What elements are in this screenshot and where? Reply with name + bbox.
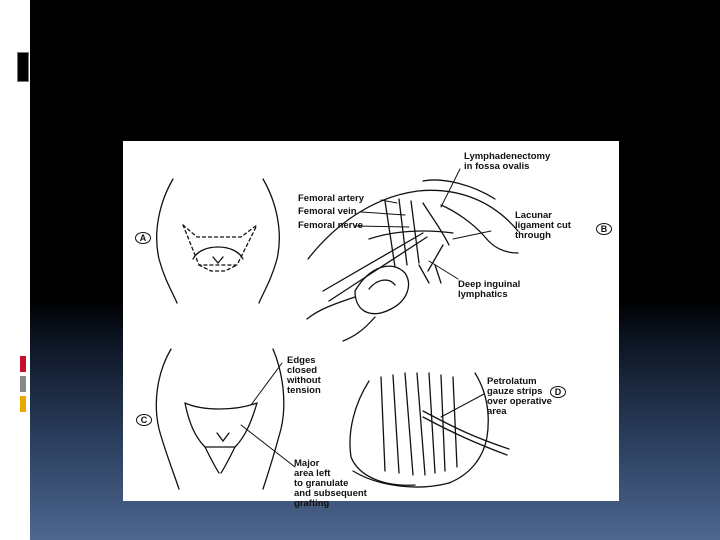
panel-label-a: A	[135, 232, 151, 244]
label-femoral-nerve: Femoral nerve	[298, 220, 363, 231]
surgical-figure	[123, 141, 619, 509]
label-femoral-artery: Femoral artery	[298, 193, 365, 204]
panel-label-c: C	[136, 414, 152, 426]
label-lacunar-ligament: Lacunar ligament cut through	[515, 210, 571, 241]
label-femoral-vein: Femoral vein	[298, 206, 357, 217]
leader-lines	[241, 169, 491, 467]
panel-label-d: D	[550, 386, 566, 398]
panel-c-drawing	[156, 349, 284, 489]
label-petrolatum: Petrolatum gauze strips over operative area	[487, 376, 552, 417]
label-major-area: Major area left to granulate and subsequent grafting	[294, 458, 367, 509]
panel-label-b: B	[596, 223, 612, 235]
panel-d-drawing	[350, 373, 509, 487]
accent-bar-red	[20, 356, 26, 372]
label-edges-closed: Edges closed without tension	[287, 355, 321, 396]
surgical-illustration	[123, 141, 619, 501]
label-lymphadenectomy: Lymphadenectomy in fossa ovalis	[464, 151, 551, 172]
panel-b-drawing	[307, 180, 521, 341]
accent-bar-yellow	[20, 396, 26, 412]
panel-a-drawing	[157, 179, 280, 303]
label-deep-inguinal: Deep inguinal lymphatics	[458, 279, 521, 300]
accent-bar-gray	[20, 376, 26, 392]
title-marker	[17, 52, 29, 82]
